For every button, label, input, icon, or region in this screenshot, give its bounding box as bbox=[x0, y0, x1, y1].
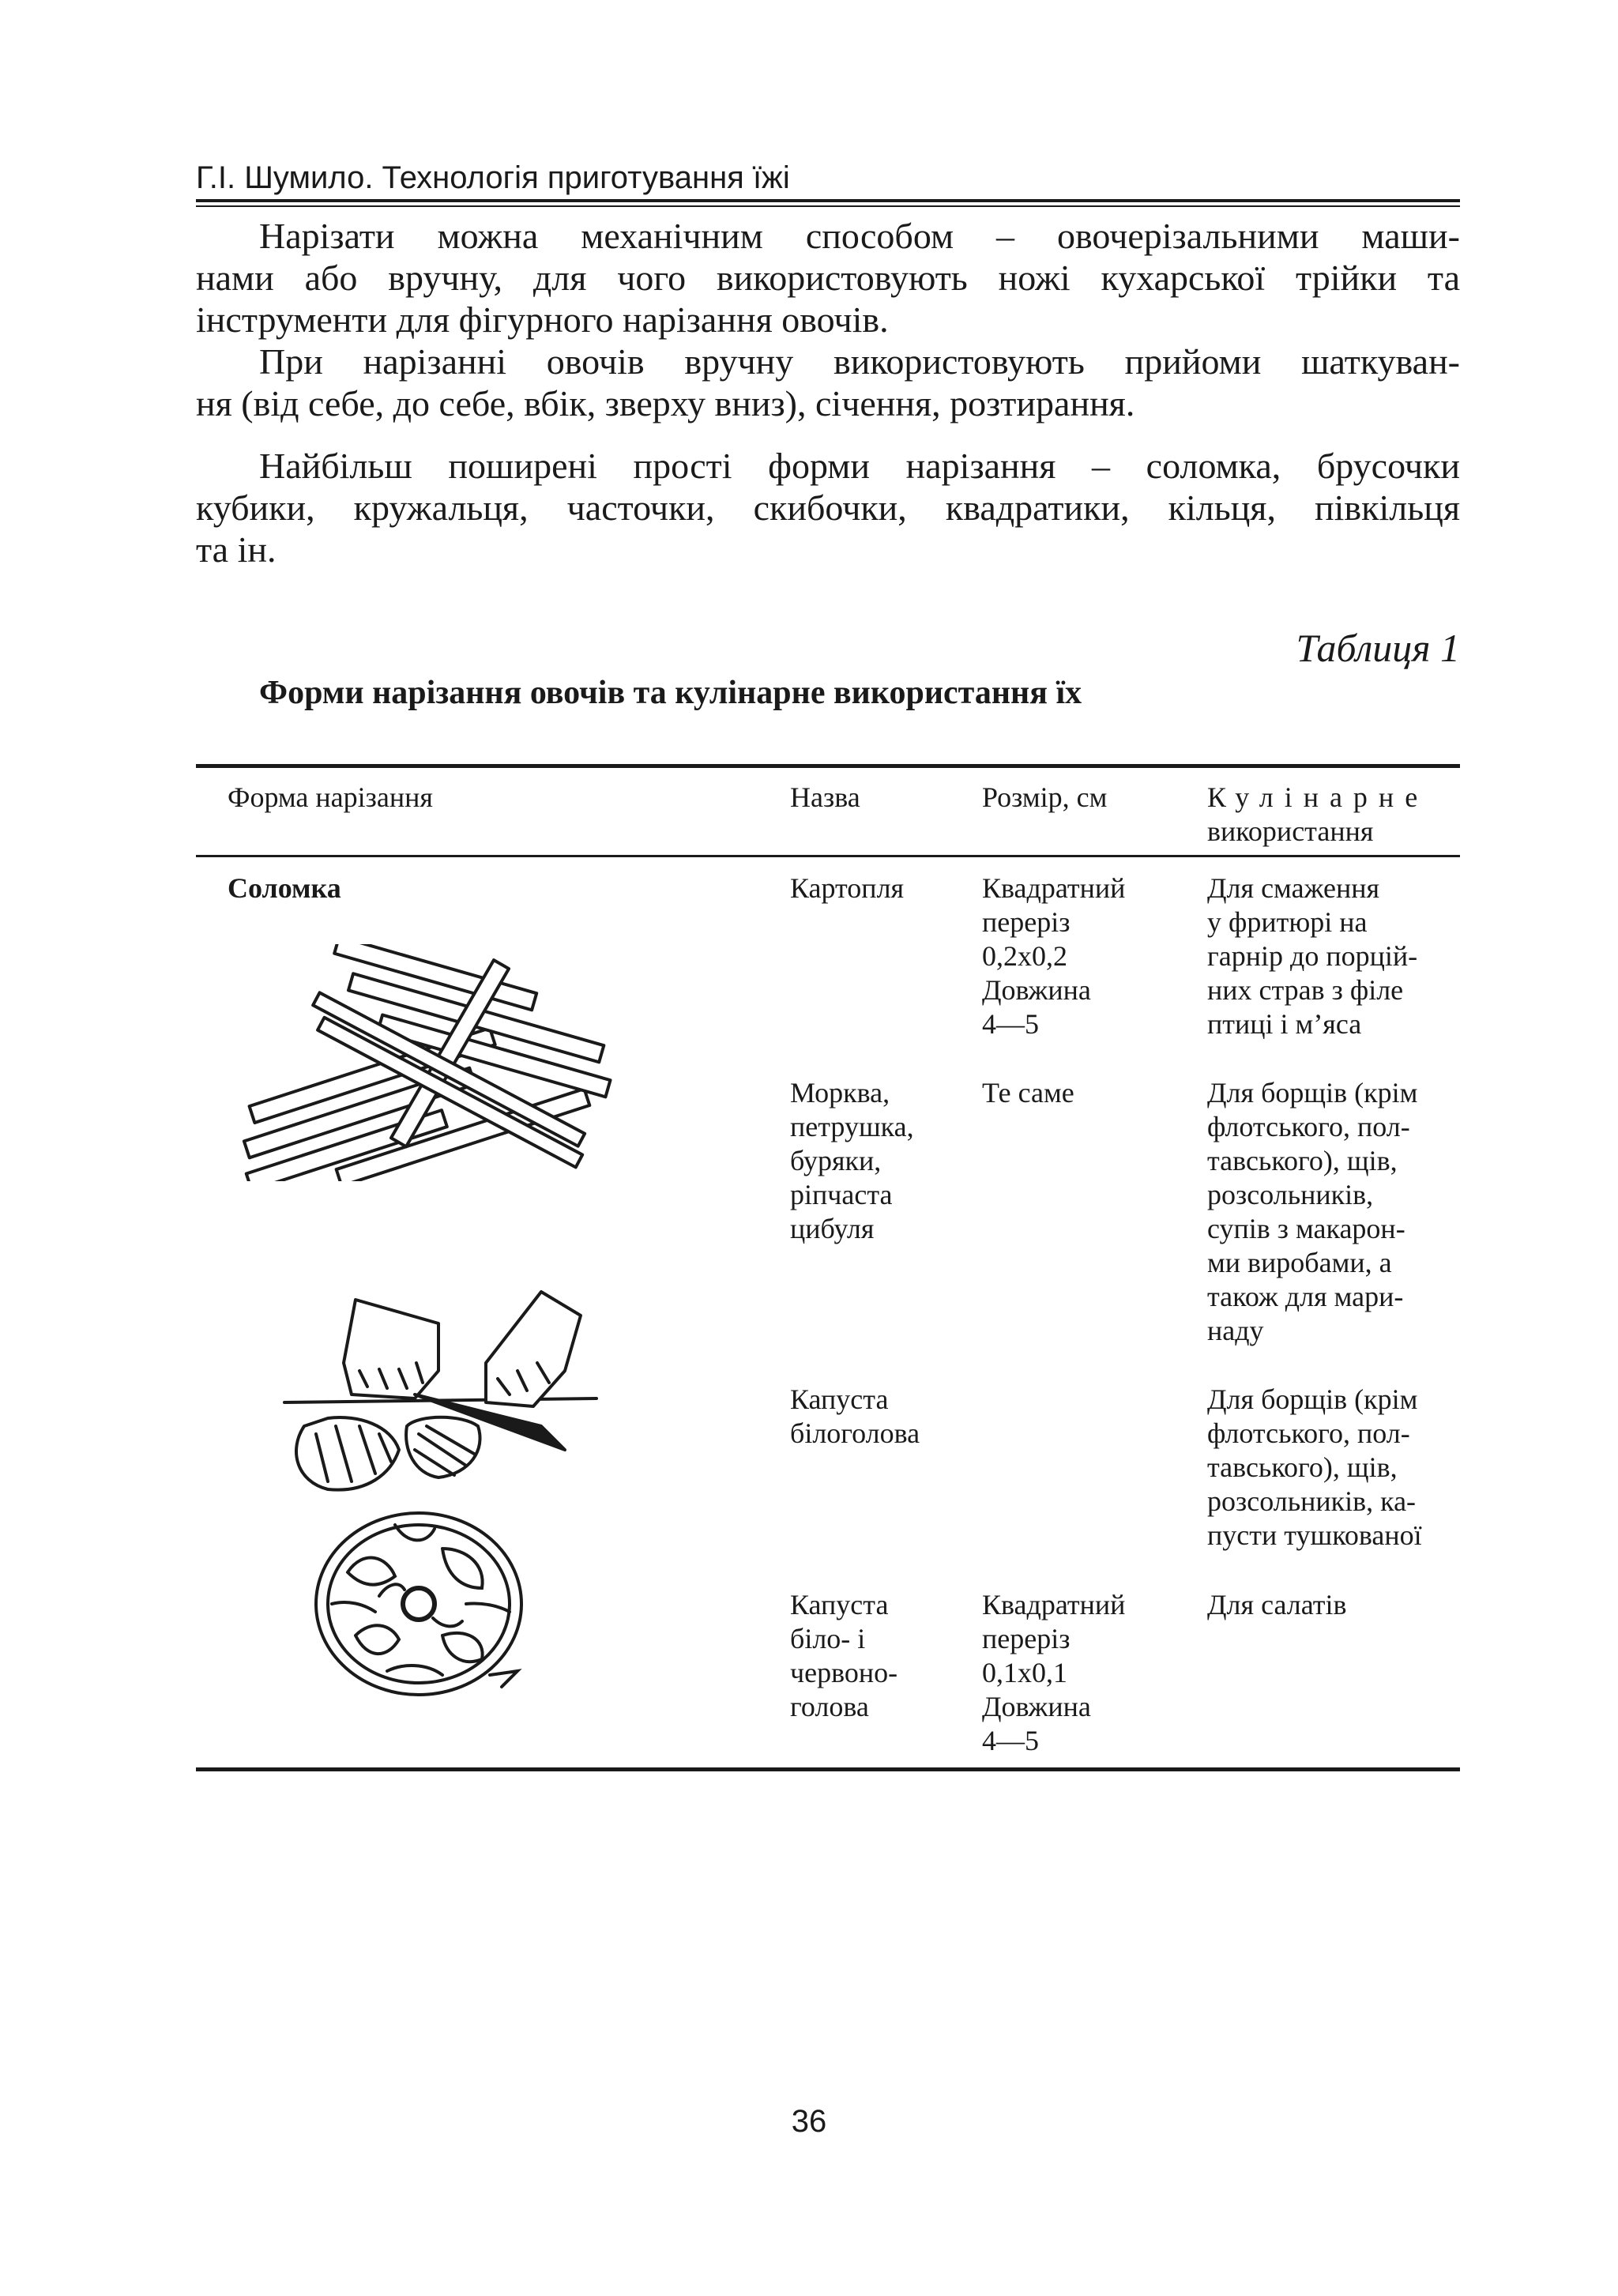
table-number: Таблиця 1 bbox=[1296, 626, 1460, 670]
row-2-size: Те саме bbox=[982, 1077, 1074, 1108]
paragraph-2 bbox=[196, 341, 1460, 424]
paragraph-1 bbox=[196, 215, 1460, 341]
row-1-use: Для смаження у фритюрі на гарнір до порцій- них страв з філе птиці і м’яса bbox=[1207, 872, 1418, 1040]
row-1-name: Картопля bbox=[790, 872, 905, 904]
row-4-size: Квадратний переріз 0,1х0,1 Довжина 4—5 bbox=[982, 1589, 1126, 1756]
header-rule-thin bbox=[196, 205, 1460, 207]
paragraph-line: та ін. bbox=[196, 529, 277, 570]
header-rule bbox=[196, 199, 1460, 202]
table-header-form: Форма нарізання bbox=[228, 781, 433, 813]
row-2-use: Для борщів (крім флотського, пол- тавського), щів, розсольників, супів з макарон- ми виробами, а також для мари- наду bbox=[1207, 1077, 1418, 1346]
table-header-name: Назва bbox=[790, 781, 860, 813]
row-1-size: Квадратний переріз 0,2х0,2 Довжина 4—5 bbox=[982, 872, 1126, 1040]
row-4-use: Для салатів bbox=[1207, 1589, 1347, 1620]
table-title: Форми нарізання овочів та кулінарне використання їх bbox=[259, 675, 1082, 711]
table-header-size: Розмір, см bbox=[982, 781, 1108, 813]
row-4-name: Капуста біло- і червоно- голова bbox=[790, 1589, 898, 1722]
cabbage-cross-section-drawing bbox=[300, 1501, 537, 1707]
paragraph-line: При нарізанні овочів вручну використовують прийоми шаткуван- bbox=[259, 341, 1460, 382]
row-3-name: Капуста білоголова bbox=[790, 1383, 920, 1449]
row-2-name: Морква, петрушка, буряки, ріпчаста цибуля bbox=[790, 1077, 914, 1244]
form-label: Соломка bbox=[228, 872, 341, 904]
paragraph-line: Нарізати можна механічним способом – овочерізальними маши- bbox=[259, 216, 1460, 256]
paragraph-line: інструменти для фігурного нарізання овочів. bbox=[196, 299, 889, 340]
table-header-use: Кулінарне використання bbox=[1207, 781, 1429, 847]
table-header-rule bbox=[196, 855, 1460, 857]
paragraph-line: Найбільш поширені прості форми нарізання – соломка, брусочки bbox=[259, 446, 1460, 486]
paragraph-line: ня (від себе, до себе, вбік, зверху вниз), січення, розтирання. bbox=[196, 383, 1135, 423]
vegetable-sticks-drawing bbox=[213, 944, 656, 1181]
table-bottom-rule bbox=[196, 1767, 1460, 1771]
page-number: 36 bbox=[791, 2104, 827, 2139]
hands-shredding-cabbage-drawing bbox=[280, 1268, 612, 1513]
paragraph-line: кубики, кружальця, часточки, скибочки, квадратики, кільця, півкільця bbox=[196, 487, 1460, 528]
paragraph-line: нами або вручну, для чого використовують ножі кухарської трійки та bbox=[196, 258, 1460, 298]
running-header: Г.І. Шумило. Технологія приготування їжі bbox=[196, 160, 790, 195]
table-top-rule bbox=[196, 764, 1460, 768]
paragraph-3 bbox=[196, 445, 1460, 570]
row-3-use: Для борщів (крім флотського, пол- тавського), щів, розсольників, ка- пусти тушкованої bbox=[1207, 1383, 1422, 1551]
